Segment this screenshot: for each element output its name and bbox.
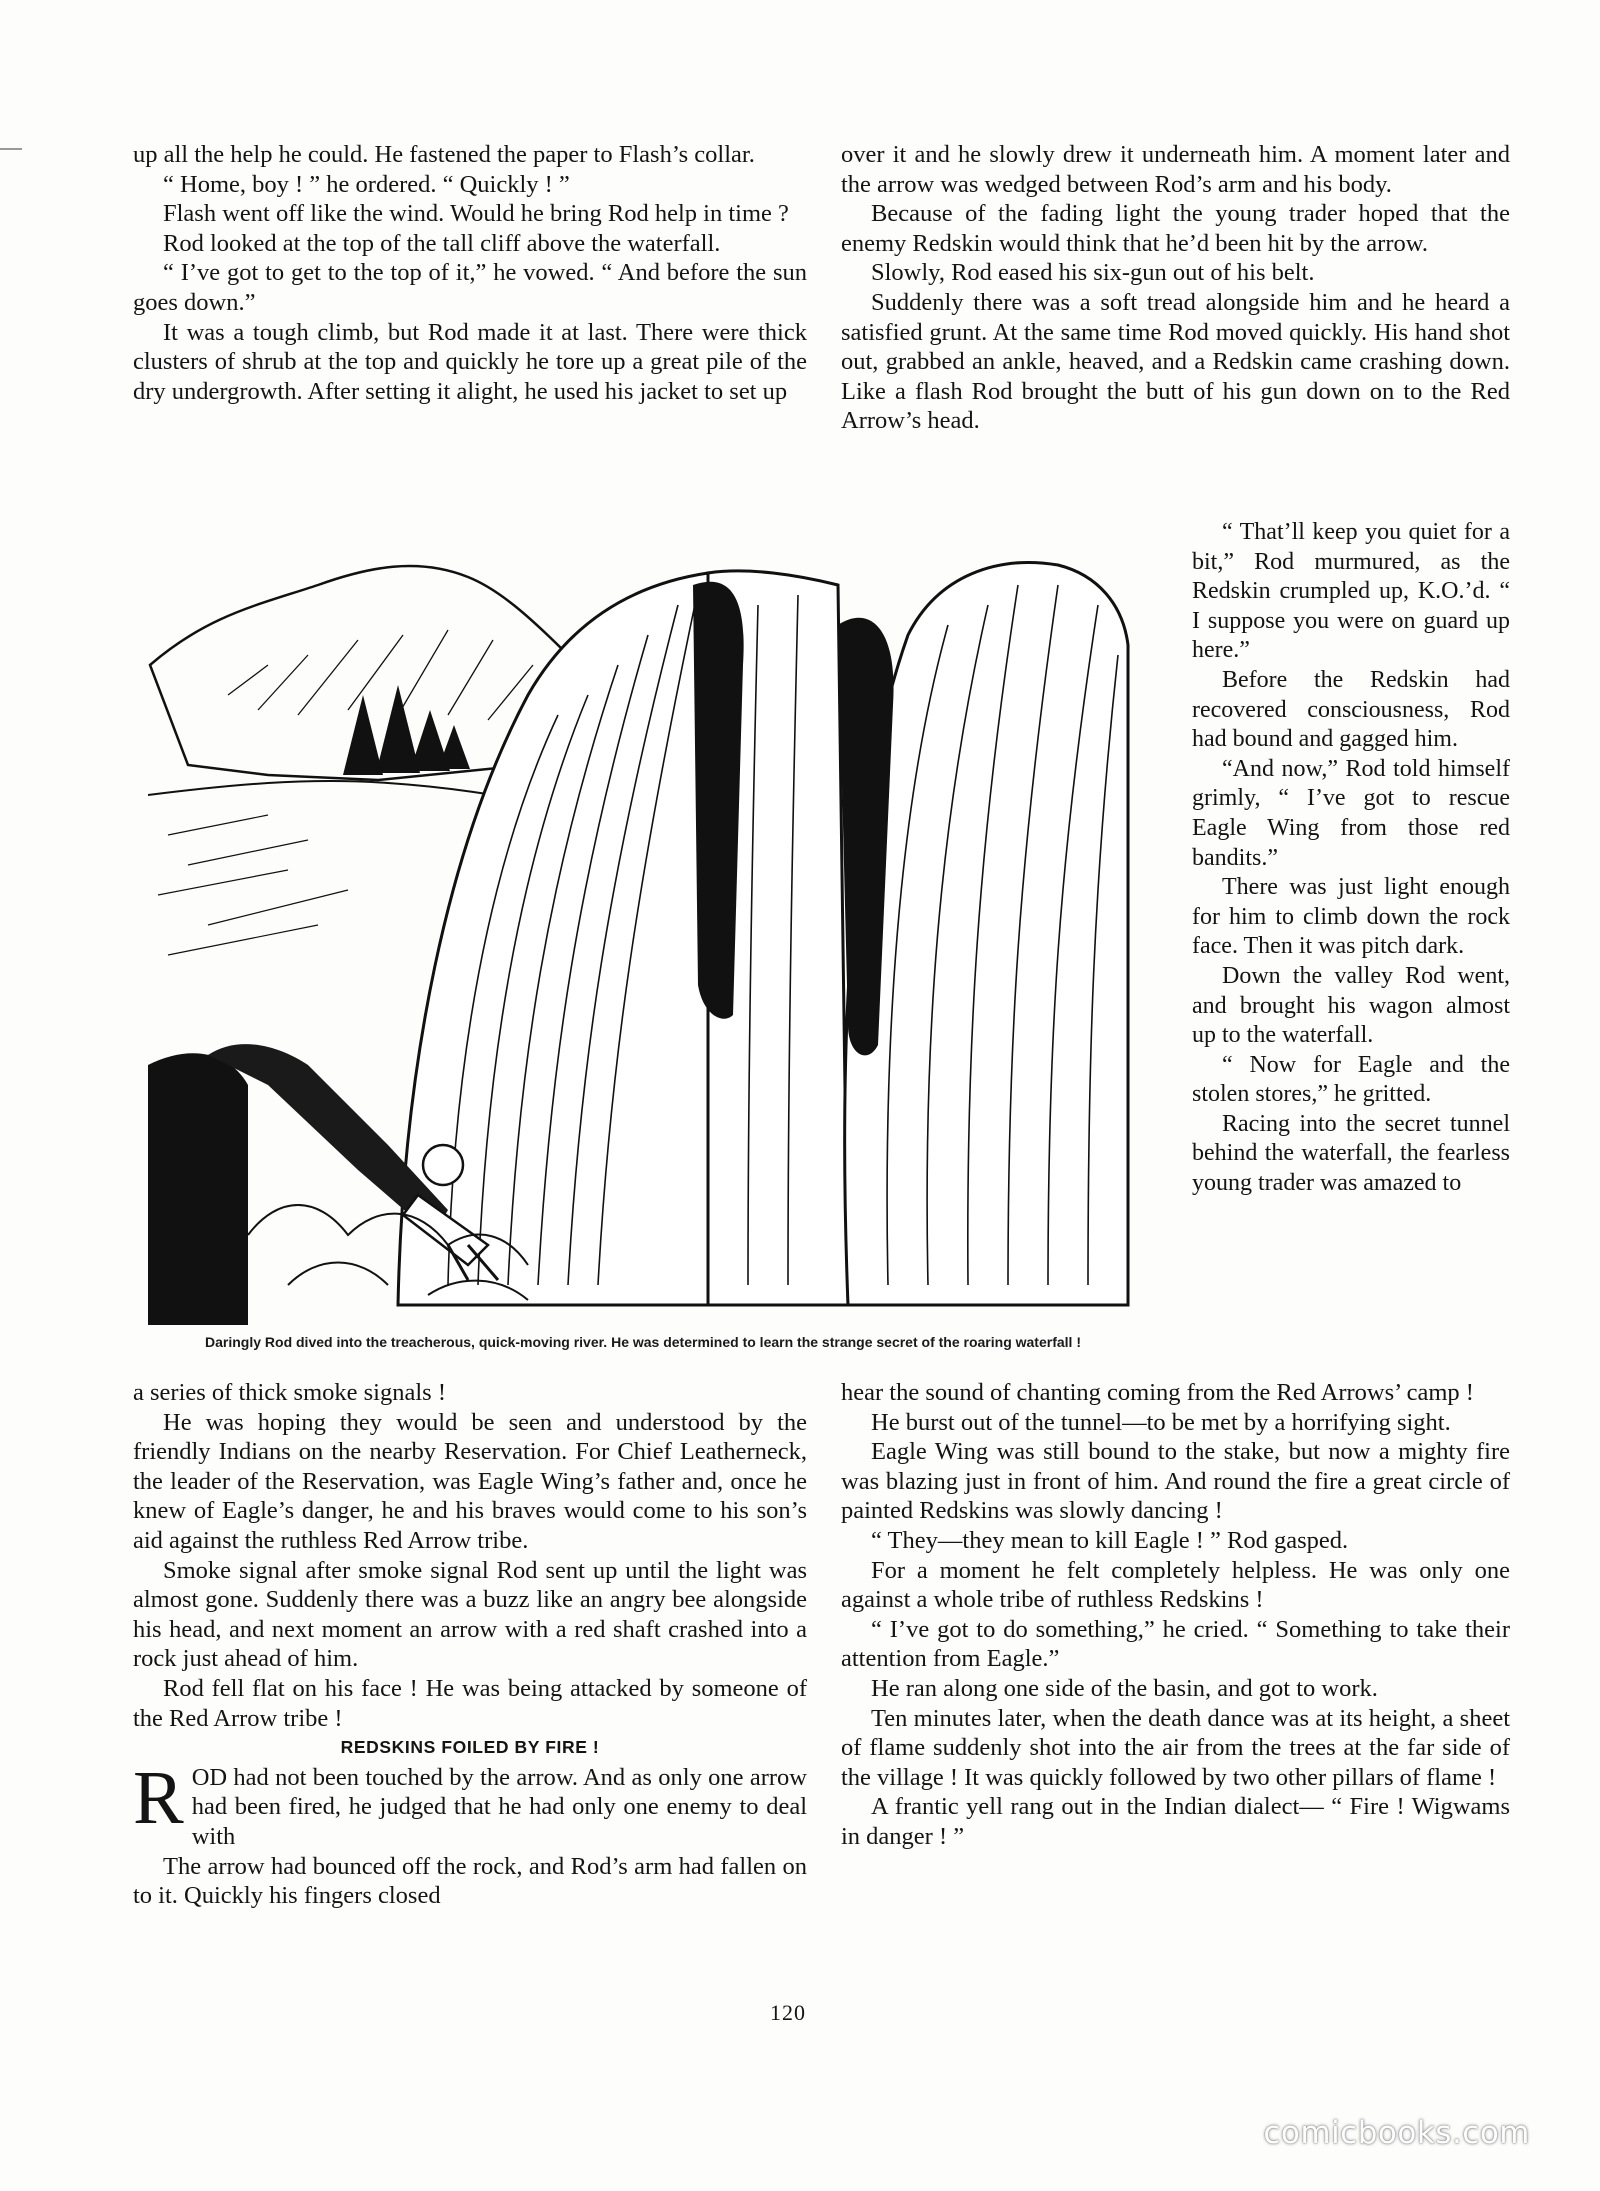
left-column-bottom — [133, 1378, 807, 1911]
paragraph: Ten minutes later, when the death dance was at its height, a sheet of flame suddenly shot into the air from the trees at the far side of the village ! It was quickly followed by two other pillars of flame ! — [841, 1704, 1510, 1791]
paragraph: A frantic yell rang out in the Indian dialect— “ Fire ! Wigwams in danger ! ” — [841, 1793, 1510, 1850]
paragraph: Before the Redskin had recovered consciousness, Rod had bound and gagged him. — [1192, 666, 1510, 753]
right-column-bottom — [841, 1378, 1510, 1852]
watermark: comicbooks.com — [1263, 2115, 1530, 2151]
paragraph: “ I’ve got to do something,” he cried. “ Something to take their attention from Eagle.” — [841, 1615, 1510, 1673]
waterfall — [398, 573, 708, 1305]
paragraph: “ Now for Eagle and the stolen stores,” he gritted. — [1192, 1051, 1510, 1108]
waterfall-illustration — [148, 545, 1153, 1325]
valley-hatching — [158, 815, 348, 955]
left-column-top — [133, 140, 807, 406]
paragraph: Because of the fading light the young trader hoped that the enemy Redskin would think that he’d been hit by the arrow. — [841, 200, 1510, 257]
paragraph: “ I’ve got to get to the top of it,” he vowed. “ And before the sun goes down.” — [133, 259, 807, 316]
paragraph: He burst out of the tunnel—to be met by a horrifying sight. — [871, 1408, 1451, 1436]
paragraph: He ran along one side of the basin, and got to work. — [871, 1674, 1378, 1702]
mountain-shading — [228, 630, 533, 720]
pine-trees — [343, 685, 470, 775]
paragraph: over it and he slowly drew it underneath him. A moment later and the arrow was wedged between Rod’s arm and his body. — [841, 141, 1510, 198]
paragraph: Rod fell flat on his face ! He was being attacked by someone of the Red Arrow tribe ! — [133, 1674, 807, 1732]
paragraph: Smoke signal after smoke signal Rod sent up until the light was almost gone. Suddenly there was a buzz like an angry bee alongside his head, and next moment an arrow with a red shaft crashed into a rock just ahead of him. — [133, 1556, 807, 1673]
paragraph: It was a tough climb, but Rod made it at last. There were thick clusters of shrub at the top and quickly he tore up a great pile of the dry undergrowth. After setting it alight, he used his jacket to set up — [133, 318, 807, 405]
paragraph: hear the sound of chanting coming from the Red Arrows’ camp ! — [841, 1379, 1474, 1406]
paragraph: “ They—they mean to kill Eagle ! ” Rod gasped. — [871, 1526, 1349, 1554]
paragraph: a series of thick smoke signals ! — [133, 1379, 446, 1406]
paragraph: Suddenly there was a soft tread alongside him and he heard a satisfied grunt. At the same time Rod moved quickly. His hand shot out, grabbed an ankle, heaved, and a Redskin came crashing down. Like a flash Rod brought the butt of his gun down on to the Red Arrow’s head. — [841, 288, 1510, 435]
paragraph: Flash went off like the wind. Would he bring Rod help in time ? — [163, 200, 789, 228]
paragraph: The arrow had bounced off the rock, and Rod’s arm had fallen on to it. Quickly his fingers closed — [133, 1852, 807, 1910]
right-column-top — [841, 140, 1510, 436]
paragraph: Rod looked at the top of the tall cliff above the waterfall. — [163, 229, 721, 257]
paragraph: There was just light enough for him to climb down the rock face. Then it was pitch dark. — [1192, 874, 1510, 960]
paragraph: up all the help he could. He fastened the paper to Flash’s collar. — [133, 141, 755, 168]
paragraph: Slowly, Rod eased his six-gun out of his belt. — [871, 259, 1315, 287]
page-number: 120 — [770, 2000, 806, 2025]
drop-cap: R — [133, 1755, 184, 1840]
paragraph: “ That’ll keep you quiet for a bit,” Rod murmured, as the Redskin crumpled up, K.O.’d. “ I suppose you were on guard up here.” — [1192, 519, 1510, 664]
margin-mark — [0, 148, 22, 150]
paragraph: “ Home, boy ! ” he ordered. “ Quickly ! ” — [163, 170, 570, 198]
dark-rock-left — [148, 1053, 248, 1325]
section-heading: REDSKINS FOILED BY FIRE ! — [340, 1737, 600, 1758]
dropcap-text: OD had not been touched by the arrow. And as only one arrow had been fired, he judged that he had only one enemy to deal with — [191, 1763, 807, 1850]
paragraph: “And now,” Rod told himself grimly, “ I’ve got to rescue Eagle Wing from those red bandits.” — [1192, 755, 1510, 871]
right-column-beside-illustration — [1192, 518, 1510, 1199]
paragraph: For a moment he felt completely helpless. He was only one against a whole tribe of ruthless Redskins ! — [841, 1556, 1510, 1614]
dropcap-paragraph — [133, 1755, 807, 1852]
paragraph: He was hoping they would be seen and understood by the friendly Indians on the nearby Reservation. For Chief Leatherneck, the leader of the Reservation, was Eagle Wing’s father and, once he knew of Eagle’s danger, he and his braves would come to his son’s aid against the ruthless Red Arrow tribe. — [133, 1408, 807, 1554]
paragraph: Eagle Wing was still bound to the stake, but now a mighty fire was blazing just in front of him. And round the fire a great circle of painted Redskins was slowly dancing ! — [841, 1438, 1510, 1525]
paragraph: Down the valley Rod went, and brought his wagon almost up to the waterfall. — [1192, 962, 1510, 1049]
illustration-caption: Daringly Rod dived into the treacherous, quick-moving river. He was determined to learn the strange secret of the roaring waterfall ! — [205, 1334, 1081, 1350]
paragraph: Racing into the secret tunnel behind the waterfall, the fearless young trader was amazed to — [1192, 1110, 1510, 1197]
